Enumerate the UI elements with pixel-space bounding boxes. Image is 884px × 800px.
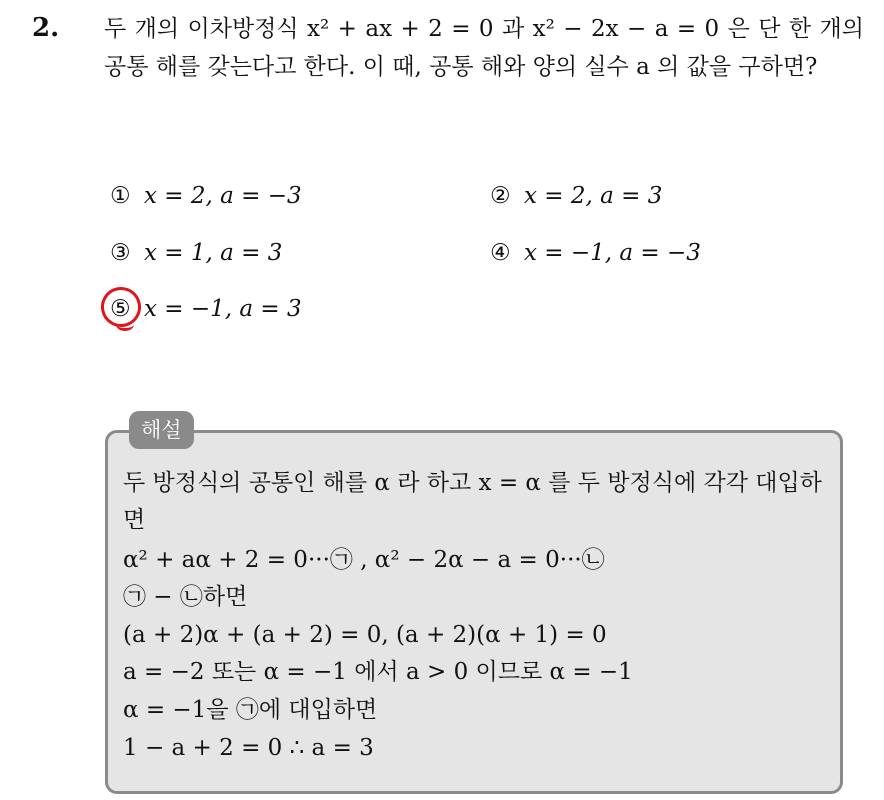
solution-line-7: 1 − a + 2 = 0 ∴ a = 3 <box>123 735 374 761</box>
solution-line-3: ㉠ − ㉡하면 <box>123 584 248 610</box>
choice-text: x = 2, a = 3 <box>524 183 663 209</box>
choice-4[interactable] <box>490 238 701 268</box>
solution-line-6: α = −1을 ㉠에 대입하면 <box>123 697 378 723</box>
solution-line-2: α² + aα + 2 = 0···㉠ , α² − 2α − a = 0···㉡ <box>123 547 605 573</box>
choice-mark: ⑤ <box>110 296 131 322</box>
solution-line-4: (a + 2)α + (a + 2) = 0, (a + 2)(α + 1) = 0 <box>123 622 607 648</box>
choice-mark: ② <box>490 183 511 209</box>
choice-3[interactable] <box>110 238 282 268</box>
answer-circle-tail <box>116 318 134 331</box>
choice-text: x = 1, a = 3 <box>144 240 283 266</box>
choice-2[interactable] <box>490 181 662 211</box>
choice-mark: ④ <box>490 240 511 266</box>
choice-text: x = −1, a = 3 <box>144 296 302 322</box>
choice-mark: ① <box>110 183 131 209</box>
solution-tag: 해설 <box>129 411 194 449</box>
choice-mark: ③ <box>110 240 131 266</box>
question-number: 2. <box>32 13 60 43</box>
solution-line-5: a = −2 또는 α = −1 에서 a > 0 이므로 α = −1 <box>123 659 633 685</box>
choice-text: x = −1, a = −3 <box>524 240 701 266</box>
solution-line-1: 두 방정식의 공통인 해를 α 라 하고 x = α 를 두 방정식에 각각 대입하면 <box>123 470 822 533</box>
choice-1[interactable] <box>110 181 302 211</box>
choice-text: x = 2, a = −3 <box>144 183 302 209</box>
question-text: 두 개의 이차방정식 x² + ax + 2 = 0 과 x² − 2x − a = 0 은 단 한 개의 공통 해를 갖는다고 한다. 이 때, 공통 해와 양의 실수 a 의 값을 구하면? <box>104 16 864 80</box>
